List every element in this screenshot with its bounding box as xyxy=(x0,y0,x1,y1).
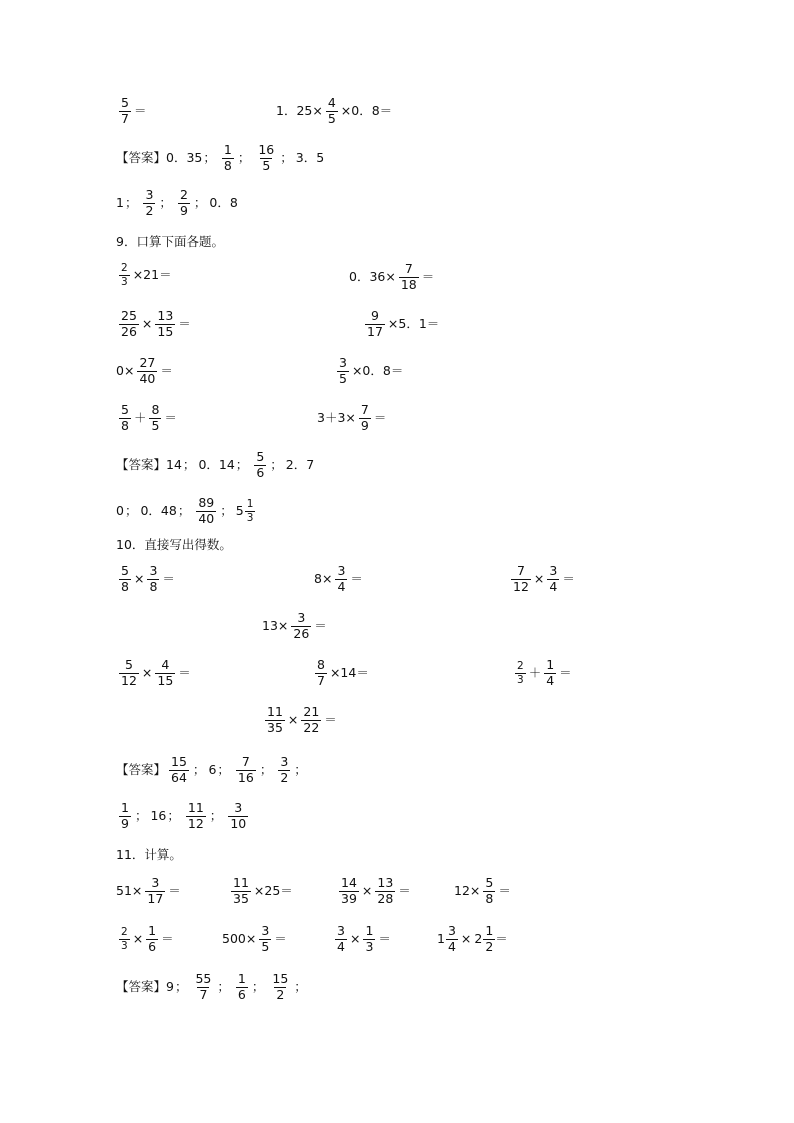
q11-expression: $\frac{14}{39}$ × $\frac{13}{28}$ ＝ xyxy=(341,875,411,906)
answer-line: 【答案】 0．35 ； $\frac{1}{8}$ ； $\frac{16}{5}$ ； 3．5 xyxy=(116,142,325,173)
q11-expression: 51× $\frac{3}{17}$ ＝ xyxy=(116,875,181,906)
fraction: $\frac{13}{28}$ xyxy=(377,875,394,906)
fraction: $\frac{5}{8}$ xyxy=(485,875,494,906)
fraction: $\frac{1}{3}$ xyxy=(365,923,374,954)
fraction: $\frac{3}{5}$ xyxy=(261,923,270,954)
fraction: $\frac{3}{5}$ xyxy=(339,355,347,386)
fraction: $\frac{1}{8}$ xyxy=(223,142,232,173)
q9-expression: $\frac{9}{17}$ ×5．1＝ xyxy=(367,308,440,339)
fraction: $\frac{9}{17}$ xyxy=(367,308,383,339)
q9-expression: $\frac{2}{3}$ ×21＝ xyxy=(121,262,172,288)
fraction: $\frac{15}{2}$ xyxy=(272,971,289,1002)
fraction: $\frac{1}{6}$ xyxy=(148,923,157,954)
fraction: $\frac{5}{7}$ xyxy=(121,95,129,126)
answer-line: 【答案】 9 ； $\frac{55}{7}$ ； $\frac{1}{6}$ ； $\frac{15}{2}$ ； xyxy=(116,971,307,1002)
fraction: $\frac{11}{12}$ xyxy=(187,800,204,831)
fraction: $\frac{1}{9}$ xyxy=(121,800,129,831)
q10-expression: $\frac{5}{12}$ × $\frac{4}{15}$ ＝ xyxy=(121,657,191,688)
q9-expression: 3＋3× $\frac{7}{9}$ ＝ xyxy=(317,402,387,433)
q10-expression: $\frac{7}{12}$ × $\frac{3}{4}$ ＝ xyxy=(513,563,575,594)
q10-expression: 8× $\frac{3}{4}$ ＝ xyxy=(314,563,363,594)
question-9-title: 9．口算下面各题。 xyxy=(116,234,224,249)
answer-line: 【答案】 $\frac{15}{64}$ ； 6 ； $\frac{7}{16}$ ； $\frac{3}{2}$ ； xyxy=(116,754,307,785)
fraction: $\frac{5}{8}$ xyxy=(121,563,129,594)
fraction: $\frac{3}{2}$ xyxy=(280,754,289,785)
fraction: $\frac{27}{40}$ xyxy=(139,355,156,386)
fraction: $\frac{25}{26}$ xyxy=(121,308,137,339)
q9-expression: $\frac{3}{5}$ ×0．8＝ xyxy=(339,355,404,386)
q10-expression: 13× $\frac{3}{26}$ ＝ xyxy=(262,610,327,641)
q11-expression: 500× $\frac{3}{5}$ ＝ xyxy=(222,923,287,954)
fraction: $\frac{15}{64}$ xyxy=(171,754,187,785)
fraction: $\frac{3}{4}$ xyxy=(337,563,346,594)
q11-expression: 1 $\frac{3}{4}$ × 2 $\frac{1}{2}$ ＝ xyxy=(437,923,508,954)
fraction: $\frac{16}{5}$ xyxy=(258,142,275,173)
fraction: $\frac{89}{40}$ xyxy=(198,495,215,526)
fraction: $\frac{7}{12}$ xyxy=(513,563,529,594)
answer-line: 1 ； $\frac{3}{2}$ ； $\frac{2}{9}$ ； 0．8 xyxy=(116,187,238,218)
fraction: $\frac{55}{7}$ xyxy=(195,971,212,1002)
fraction: $\frac{3}{10}$ xyxy=(230,800,247,831)
q10-expression: $\frac{5}{8}$ × $\frac{3}{8}$ ＝ xyxy=(121,563,175,594)
q10-expression: $\frac{11}{35}$ × $\frac{21}{22}$ ＝ xyxy=(267,704,337,735)
answer-line: 【答案】 14 ； 0．14 ； $\frac{5}{6}$ ； 2．7 xyxy=(116,449,315,480)
fraction: $\frac{8}{5}$ xyxy=(151,402,160,433)
fraction: $\frac{2}{3}$ xyxy=(121,262,128,288)
fraction: $\frac{14}{39}$ xyxy=(341,875,357,906)
q11-expression: $\frac{11}{35}$ ×25＝ xyxy=(233,875,293,906)
fraction: $\frac{7}{18}$ xyxy=(400,261,417,292)
fraction: $\frac{3}{8}$ xyxy=(149,563,158,594)
fraction: $\frac{8}{7}$ xyxy=(317,657,325,688)
q9-expression: 0× $\frac{27}{40}$ ＝ xyxy=(116,355,173,386)
fraction: $\frac{5}{12}$ xyxy=(121,657,137,688)
mixed-number: 1 $\frac{3}{4}$ xyxy=(437,923,456,954)
q10-expression: $\frac{2}{3}$ ＋ $\frac{1}{4}$ ＝ xyxy=(517,657,572,688)
question-11-title: 11．计算。 xyxy=(116,847,182,862)
expression-top-1: $\frac{5}{7}$ ＝ xyxy=(121,95,147,126)
fraction: $\frac{3}{2}$ xyxy=(145,187,154,218)
fraction: $\frac{4}{15}$ xyxy=(157,657,174,688)
mixed-number: 2 $\frac{1}{2}$ xyxy=(474,923,494,954)
fraction: $\frac{7}{9}$ xyxy=(360,402,369,433)
question-10-title: 10．直接写出得数。 xyxy=(116,537,232,552)
fraction: $\frac{5}{8}$ xyxy=(121,402,129,433)
q9-expression: 0．36× $\frac{7}{18}$ ＝ xyxy=(349,261,435,292)
fraction: $\frac{4}{5}$ xyxy=(327,95,336,126)
fraction: $\frac{3}{26}$ xyxy=(293,610,310,641)
fraction: $\frac{2}{3}$ xyxy=(517,660,524,686)
q10-expression: $\frac{8}{7}$ ×14＝ xyxy=(317,657,369,688)
answer-line: 0 ； 0．48 ； $\frac{89}{40}$ ； 5 $\frac{1}{3}$ xyxy=(116,495,254,526)
fraction: $\frac{3}{17}$ xyxy=(147,875,164,906)
q9-expression: $\frac{5}{8}$ ＋ $\frac{8}{5}$ ＝ xyxy=(121,402,177,433)
fraction: $\frac{7}{16}$ xyxy=(237,754,254,785)
fraction: $\frac{13}{15}$ xyxy=(157,308,174,339)
fraction: $\frac{2}{9}$ xyxy=(179,187,188,218)
q9-expression: $\frac{25}{26}$ × $\frac{13}{15}$ ＝ xyxy=(121,308,191,339)
q11-expression: 12× $\frac{5}{8}$ ＝ xyxy=(454,875,511,906)
fraction: $\frac{3}{4}$ xyxy=(549,563,558,594)
fraction: $\frac{3}{4}$ xyxy=(337,923,345,954)
q11-expression: $\frac{3}{4}$ × $\frac{1}{3}$ ＝ xyxy=(337,923,391,954)
fraction: $\frac{2}{3}$ xyxy=(121,926,128,952)
mixed-number: 5 $\frac{1}{3}$ xyxy=(235,498,254,524)
fraction: $\frac{5}{6}$ xyxy=(256,449,265,480)
expression-top-2: 1．25× $\frac{4}{5}$ ×0．8＝ xyxy=(276,95,393,126)
fraction: $\frac{1}{6}$ xyxy=(237,971,246,1002)
fraction: $\frac{11}{35}$ xyxy=(267,704,283,735)
q11-expression: $\frac{2}{3}$ × $\frac{1}{6}$ ＝ xyxy=(121,923,174,954)
fraction: $\frac{21}{22}$ xyxy=(303,704,320,735)
fraction: $\frac{11}{35}$ xyxy=(233,875,249,906)
fraction: $\frac{1}{4}$ xyxy=(546,657,555,688)
answer-line: $\frac{1}{9}$ ； 16 ； $\frac{11}{12}$ ； $\frac{3}{10}$ xyxy=(121,800,247,831)
